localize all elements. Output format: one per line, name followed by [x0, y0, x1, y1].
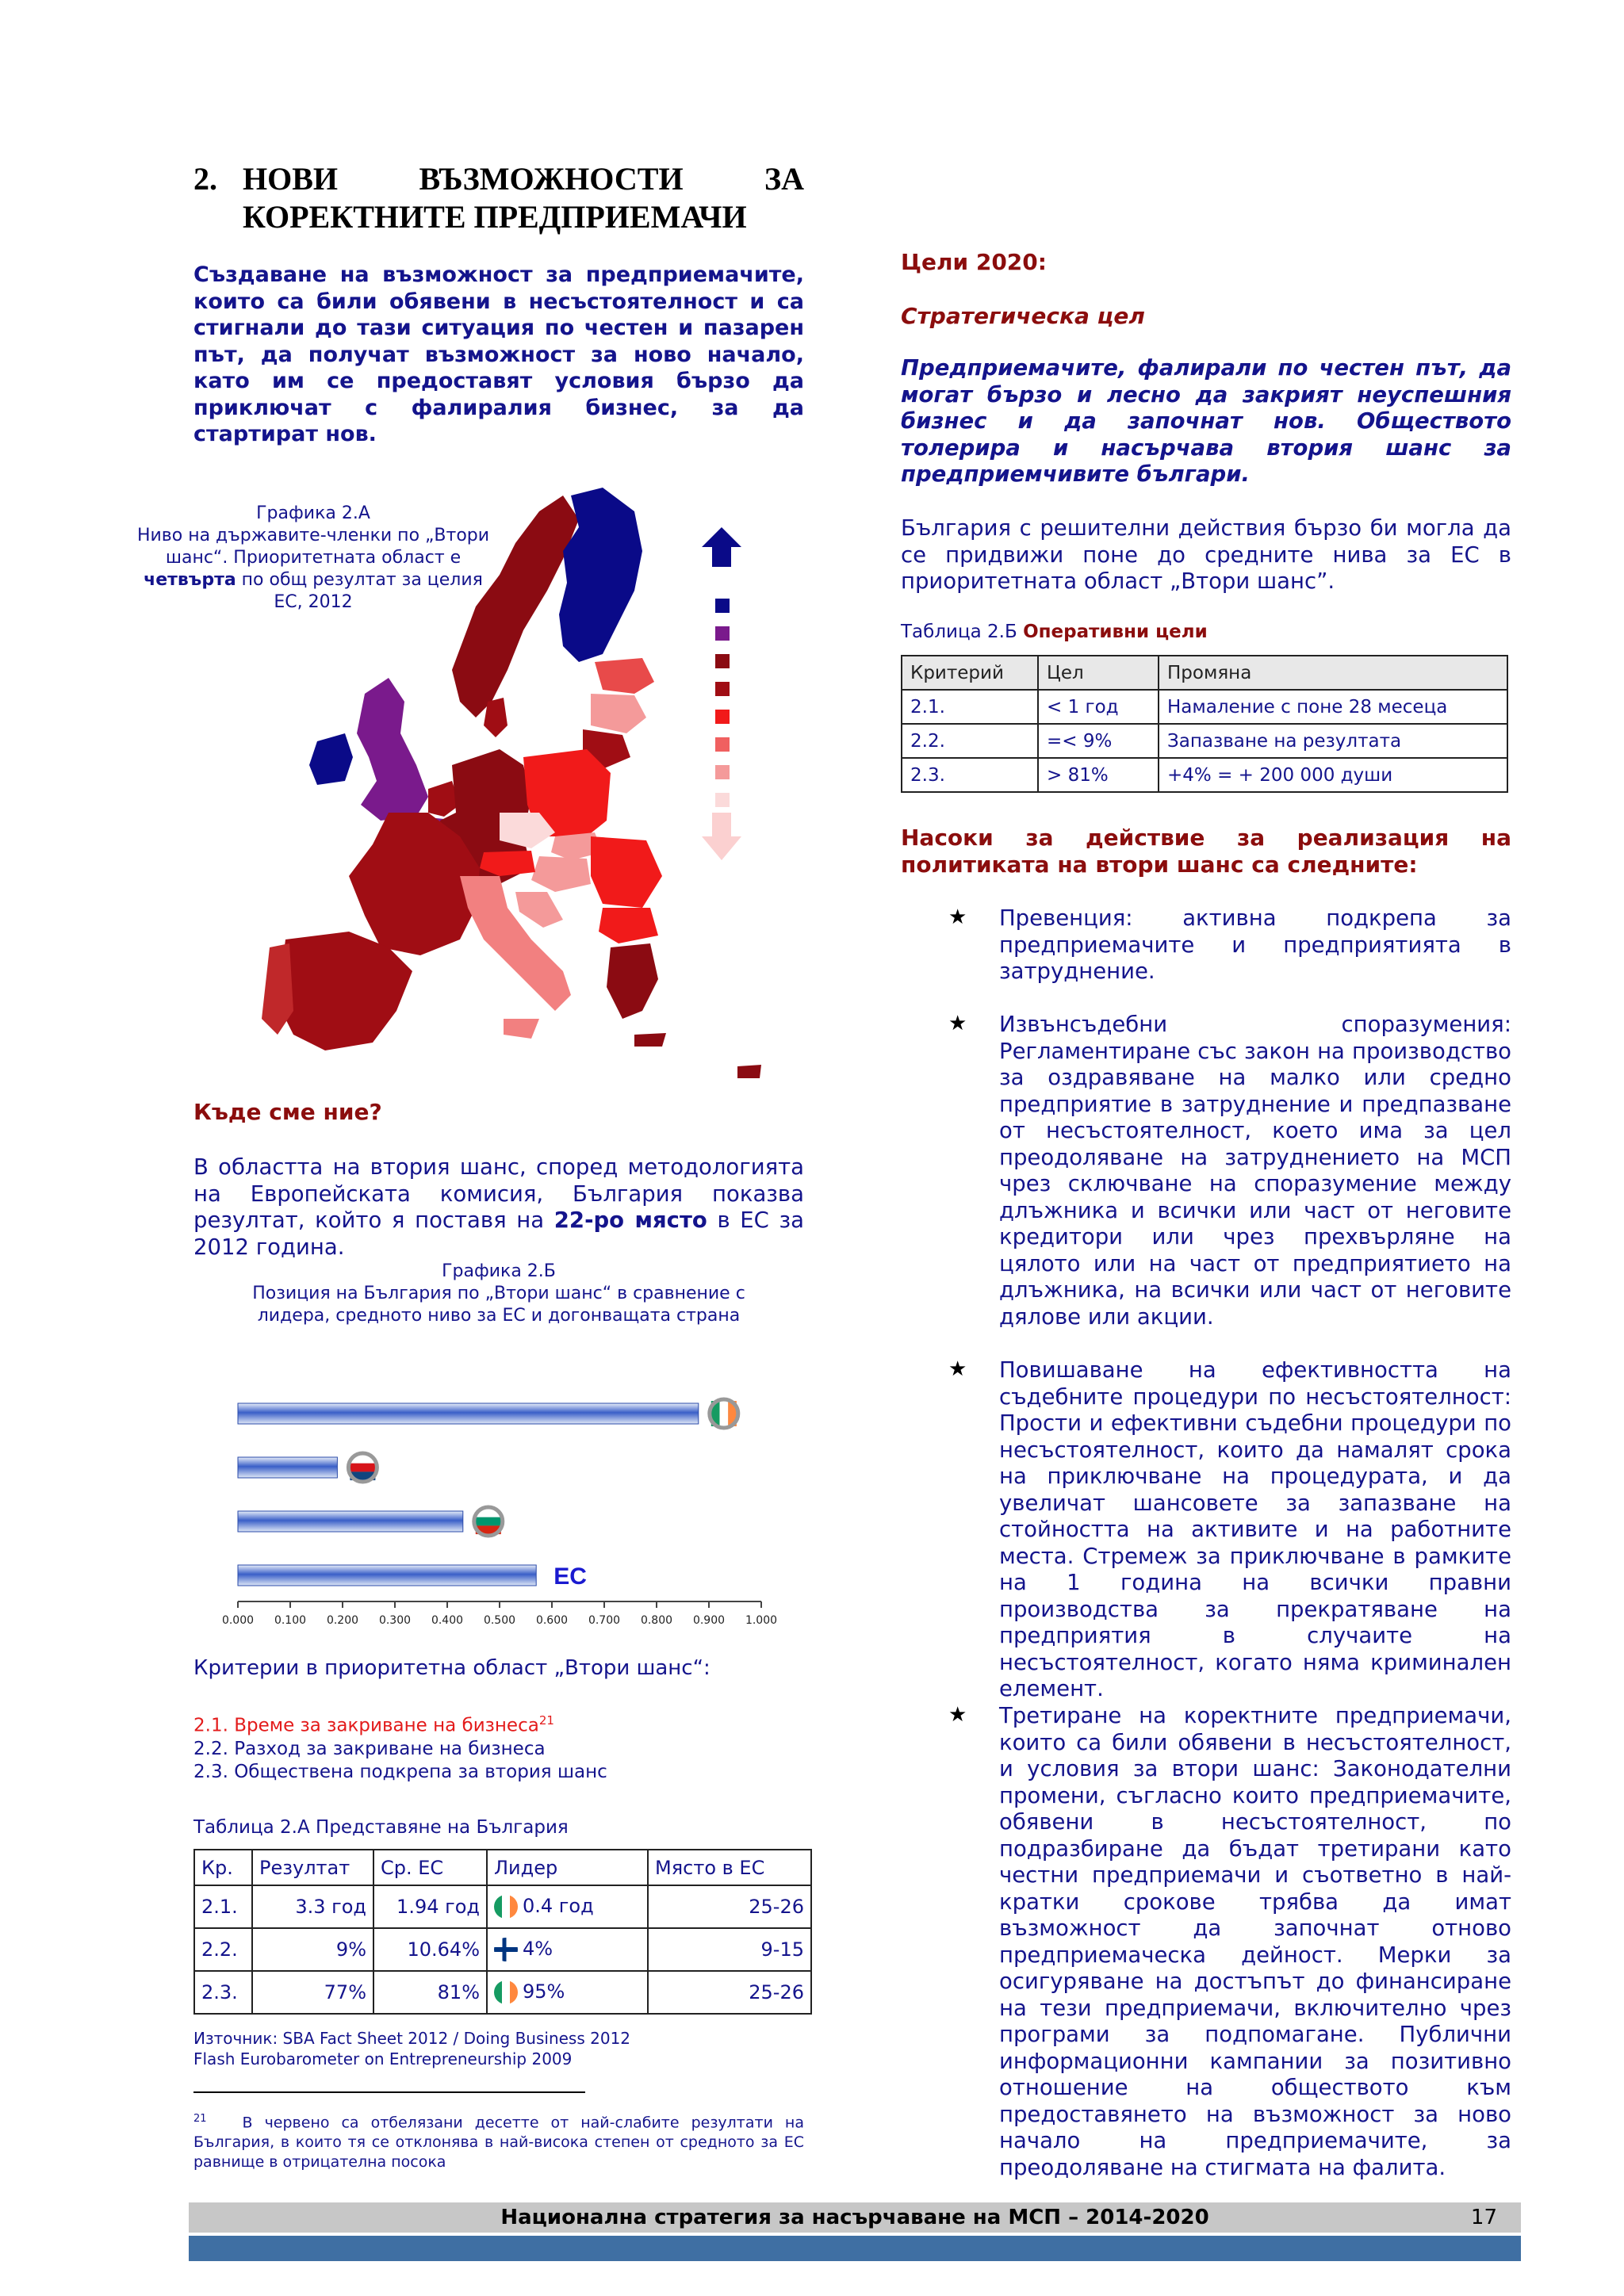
- x-tick-label: 0.000: [222, 1614, 255, 1627]
- map-sweden-norway: [452, 496, 579, 718]
- cell-leader-value: 95%: [523, 1980, 565, 2003]
- star-bullet-icon: ★: [948, 1012, 967, 1035]
- bullet-1: [901, 905, 1511, 985]
- x-tick-label: 0.400: [431, 1614, 464, 1627]
- table-2a-h-place: Място в ЕС: [648, 1850, 811, 1885]
- cell-place: 25-26: [648, 1885, 811, 1928]
- section-title-line2: КОРЕКТНИТЕ ПРЕДПРИЕМАЧИ: [243, 199, 747, 235]
- bullet-text: Извънсъдебни споразумения: Регламентиране със закон на производство за оздравяване на малко или средно предприятие в затруднение и предпазване от несъстоятелност, което има за цел преодоляване на затруднението на МСП чрез сключване на споразумение между длъжника и всички или част от неговите кредитори или чрез прехвърляне на цялото или на част от предприятието на длъжника, на всички или част от неговите дялове или акции.: [999, 1012, 1511, 1330]
- star-bullet-icon: ★: [948, 1703, 967, 1727]
- where-text-end: в ЕС за 2012 година.: [193, 1207, 805, 1260]
- x-tick-label: 0.800: [640, 1614, 673, 1627]
- cell-goal: =< 9%: [1038, 724, 1159, 758]
- section-number: 2.: [193, 161, 217, 197]
- bar-label-ec: ЕС: [553, 1563, 587, 1590]
- x-tick-label: 0.900: [692, 1614, 726, 1627]
- footnote-number: 21: [193, 2113, 207, 2125]
- table-row: [902, 758, 1507, 792]
- legend-arrow-down: [702, 813, 741, 860]
- criteria-heading: Критерии в приоритетна област „Втори шанс“:: [193, 1656, 710, 1680]
- map-uk: [357, 678, 428, 821]
- cell-result: 9%: [252, 1928, 373, 1971]
- table-2b: [901, 655, 1508, 793]
- cell-avg: 81%: [373, 1971, 487, 2014]
- bullet-4: [901, 1703, 1511, 2181]
- x-tick-label: 0.500: [483, 1614, 516, 1627]
- criteria-item-2: 2.2. Разход за закриване на бизнеса: [193, 1738, 546, 1759]
- cell-leader-value: 4%: [523, 1938, 553, 1960]
- footnote-ref: 21: [538, 1713, 554, 1728]
- table-2b-h-change: Промяна: [1159, 656, 1507, 690]
- finland-flag-icon: [494, 1938, 518, 1961]
- footer-bar: [189, 2202, 1521, 2233]
- bulgaria-flag-icon: [473, 1506, 504, 1537]
- where-text: В областта на втория шанс, според методологията на Европейската комисия, България показва резултат, който я поставя на: [193, 1154, 804, 1233]
- title-word-2: ВЪЗМОЖНОСТИ: [419, 161, 684, 197]
- cell-result: 77%: [252, 1971, 373, 2014]
- bar-chart: [222, 1372, 809, 1633]
- cell-leader: [487, 1971, 648, 2014]
- table-row: [902, 690, 1507, 724]
- map-caption-line: Ниво на държавите-членки по „Втори шанс“. Приоритетната област е: [136, 526, 490, 568]
- cell-leader-value: 0.4 год: [523, 1895, 594, 1917]
- cell-avg: 1.94 год: [373, 1885, 487, 1928]
- cell-leader: [487, 1928, 648, 1971]
- map-caption-line3: по общ резултат за целия ЕС, 2012: [236, 570, 483, 612]
- table-2b-caption-prefix: Таблица 2.Б: [901, 622, 1024, 642]
- source-line-2: Flash Eurobarometer on Entrepreneurship 2009: [193, 2049, 573, 2068]
- table-2b-caption: [901, 622, 1208, 642]
- map-caption-bold: четвърта: [144, 570, 236, 590]
- cell-criterion: 2.1.: [902, 690, 1038, 724]
- table-2b-caption-bold: Оперативни цели: [1023, 622, 1208, 642]
- table-2a: [193, 1849, 812, 2015]
- map-ireland: [309, 733, 353, 785]
- table-2a-h-leader: Лидер: [487, 1850, 648, 1885]
- bar-ec: [238, 1565, 536, 1586]
- criteria-item-1-text: 2.1. Време за закриване на бизнеса: [193, 1715, 539, 1736]
- cell-goal: < 1 год: [1038, 690, 1159, 724]
- bar-czech-republic: [238, 1457, 337, 1478]
- bullet-2: [901, 1012, 1511, 1330]
- source-note: [193, 2028, 630, 2069]
- chart-caption-text: Позиция на България по „Втори шанс“ в сравнение с лидера, средното ниво за ЕС и догонващата страна: [252, 1284, 745, 1326]
- cell-kr: 2.2.: [194, 1928, 252, 1971]
- intro-paragraph: Създаване на възможност за предприемачите, които са били обявени в несъстоятелност и са стигнали до тази ситуация по честен и пазарен път, да получат възможност за ново начало, като им се предоставят условия бързо да приключат с фалиралия бизнес, за да стартират нов.: [193, 262, 804, 446]
- legend-arrow-up: [702, 527, 741, 567]
- bar-bulgaria: [238, 1511, 463, 1532]
- table-2a-h-kr: Кр.: [194, 1850, 252, 1885]
- cell-kr: 2.3.: [194, 1971, 252, 2014]
- x-tick-label: 0.200: [326, 1614, 359, 1627]
- star-bullet-icon: ★: [948, 1357, 967, 1381]
- cell-change: Намаление с поне 28 месеца: [1159, 690, 1507, 724]
- where-heading: Къде сме ние?: [193, 1099, 382, 1125]
- x-tick-label: 0.300: [378, 1614, 412, 1627]
- footnote: [193, 2109, 804, 2172]
- map-caption-title: Графика 2.А: [256, 503, 370, 523]
- cell-change: Запазване на резултата: [1159, 724, 1507, 758]
- cell-change: +4% = + 200 000 души: [1159, 758, 1507, 792]
- cell-avg: 10.64%: [373, 1928, 487, 1971]
- bullet-text: Повишаване на ефективността на съдебните процедури по несъстоятелност: Прости и ефективни съдебни процедури по несъстоятелност, които да намалят срока на приключване на процедурата, и да увеличат шансовете за запазване на стойността на активите и на работните места. Стремеж за приключване в рамките на 1 година на всички правни производства за прекратяване на предприятия в случаите на несъстоятелност, когато няма криминален елемент.: [999, 1357, 1511, 1701]
- table-2a-caption: Таблица 2.А Представяне на България: [193, 1817, 569, 1838]
- cell-result: 3.3 год: [252, 1885, 373, 1928]
- goals-heading: Цели 2020:: [901, 249, 1047, 275]
- section-heading: [193, 160, 804, 236]
- bar-ireland: [238, 1403, 699, 1424]
- map-greece: [607, 943, 658, 1019]
- table-2a-h-avg: Ср. ЕС: [373, 1850, 487, 1885]
- criteria-list: [193, 1709, 607, 1784]
- table-2a-header: [194, 1850, 811, 1885]
- title-word-3: ЗА: [764, 161, 804, 197]
- footnote-divider: [193, 2091, 585, 2093]
- cell-criterion: 2.3.: [902, 758, 1038, 792]
- criteria-item-1: [193, 1709, 607, 1738]
- czech-republic-flag-icon: [347, 1452, 378, 1483]
- map-italy: [460, 876, 571, 1011]
- directions-heading: Насоки за действие за реализация на политиката на втори шанс са следните:: [901, 825, 1511, 878]
- table-row: [902, 724, 1507, 758]
- footer-accent: [189, 2236, 1521, 2261]
- table-row: [194, 1971, 811, 2014]
- bullet-text: Третиране на коректните предприемачи, които са били обявени в несъстоятелност, и условия за втори шанс: Законодателни промени, съгласно които предприемачите, обявени в несъстоятелност, по подразбиране да бъдат третирани като честни предприемачи и съответно в най-кратки срокове трябва да имат възможност да започнат отново предприемаческа дейност. Мерки за осигуряване на достъпът до финансиране на тези предприемачи, включително чрез програми за подпомагане. Публични информационни кампании за позитивно отношение на обществото към предоставянето на възможност за ново начало на предприемачите, за преодоляване на стигмата на фалита.: [999, 1703, 1511, 2180]
- strategic-text: Предприемачите, фалирали по честен път, да могат бързо и лесно да закрият неуспешния бизнес и да започнат нов. Обществото толерира и насърчава втория шанс за предприемчивите българи.: [901, 355, 1511, 487]
- where-rank: 22-ро място: [553, 1207, 707, 1233]
- star-bullet-icon: ★: [948, 905, 967, 929]
- strategic-heading: Стратегическа цел: [901, 303, 1145, 329]
- bullet-3: [901, 1357, 1511, 1703]
- bulgaria-paragraph: България с решителни действия бързо би могла да се придвижи поне до средните нива за ЕС в приоритетната област „Втори шанс”.: [901, 515, 1511, 594]
- cell-place: 25-26: [648, 1971, 811, 2014]
- table-2b-h-goal: Цел: [1038, 656, 1159, 690]
- where-paragraph: [193, 1154, 804, 1261]
- cell-goal: > 81%: [1038, 758, 1159, 792]
- page-number: 17: [1470, 2206, 1497, 2229]
- europe-map: [190, 464, 825, 1098]
- table-2b-header: [902, 656, 1507, 690]
- x-tick-label: 0.600: [535, 1614, 569, 1627]
- table-row: [194, 1928, 811, 1971]
- ireland-flag-icon: [494, 1980, 518, 2004]
- table-2b-h-criterion: Критерий: [902, 656, 1038, 690]
- cell-leader: [487, 1885, 648, 1928]
- bullet-text: Превенция: активна подкрепа за предприемачите и предприятията в затруднение.: [999, 905, 1511, 984]
- x-tick-label: 0.700: [588, 1614, 621, 1627]
- cell-kr: 2.1.: [194, 1885, 252, 1928]
- cell-criterion: 2.2.: [902, 724, 1038, 758]
- footnote-text: В червено са отбелязани десетте от най-слабите резултати на България, в които тя се отклонява в най-висока степен от средното за ЕС равнище в отрицателна посока: [193, 2114, 804, 2172]
- ireland-flag-icon: [494, 1895, 518, 1919]
- table-row: [194, 1885, 811, 1928]
- criteria-item-3: 2.3. Обществена подкрепа за втория шанс: [193, 1761, 607, 1782]
- chart-caption-title: Графика 2.Б: [442, 1261, 556, 1281]
- x-tick-label: 1.000: [745, 1614, 778, 1627]
- x-tick-label: 0.100: [274, 1614, 307, 1627]
- title-word-1: НОВИ: [243, 161, 339, 197]
- cell-place: 9-15: [648, 1928, 811, 1971]
- footer-title: Национална стратегия за насърчаване на МСП – 2014-2020: [500, 2206, 1209, 2229]
- chart-caption: [193, 1261, 804, 1327]
- ireland-flag-icon: [708, 1398, 740, 1429]
- table-2a-h-result: Резултат: [252, 1850, 373, 1885]
- source-line-1: Източник: SBA Fact Sheet 2012 / Doing Business 2012: [193, 2029, 631, 2048]
